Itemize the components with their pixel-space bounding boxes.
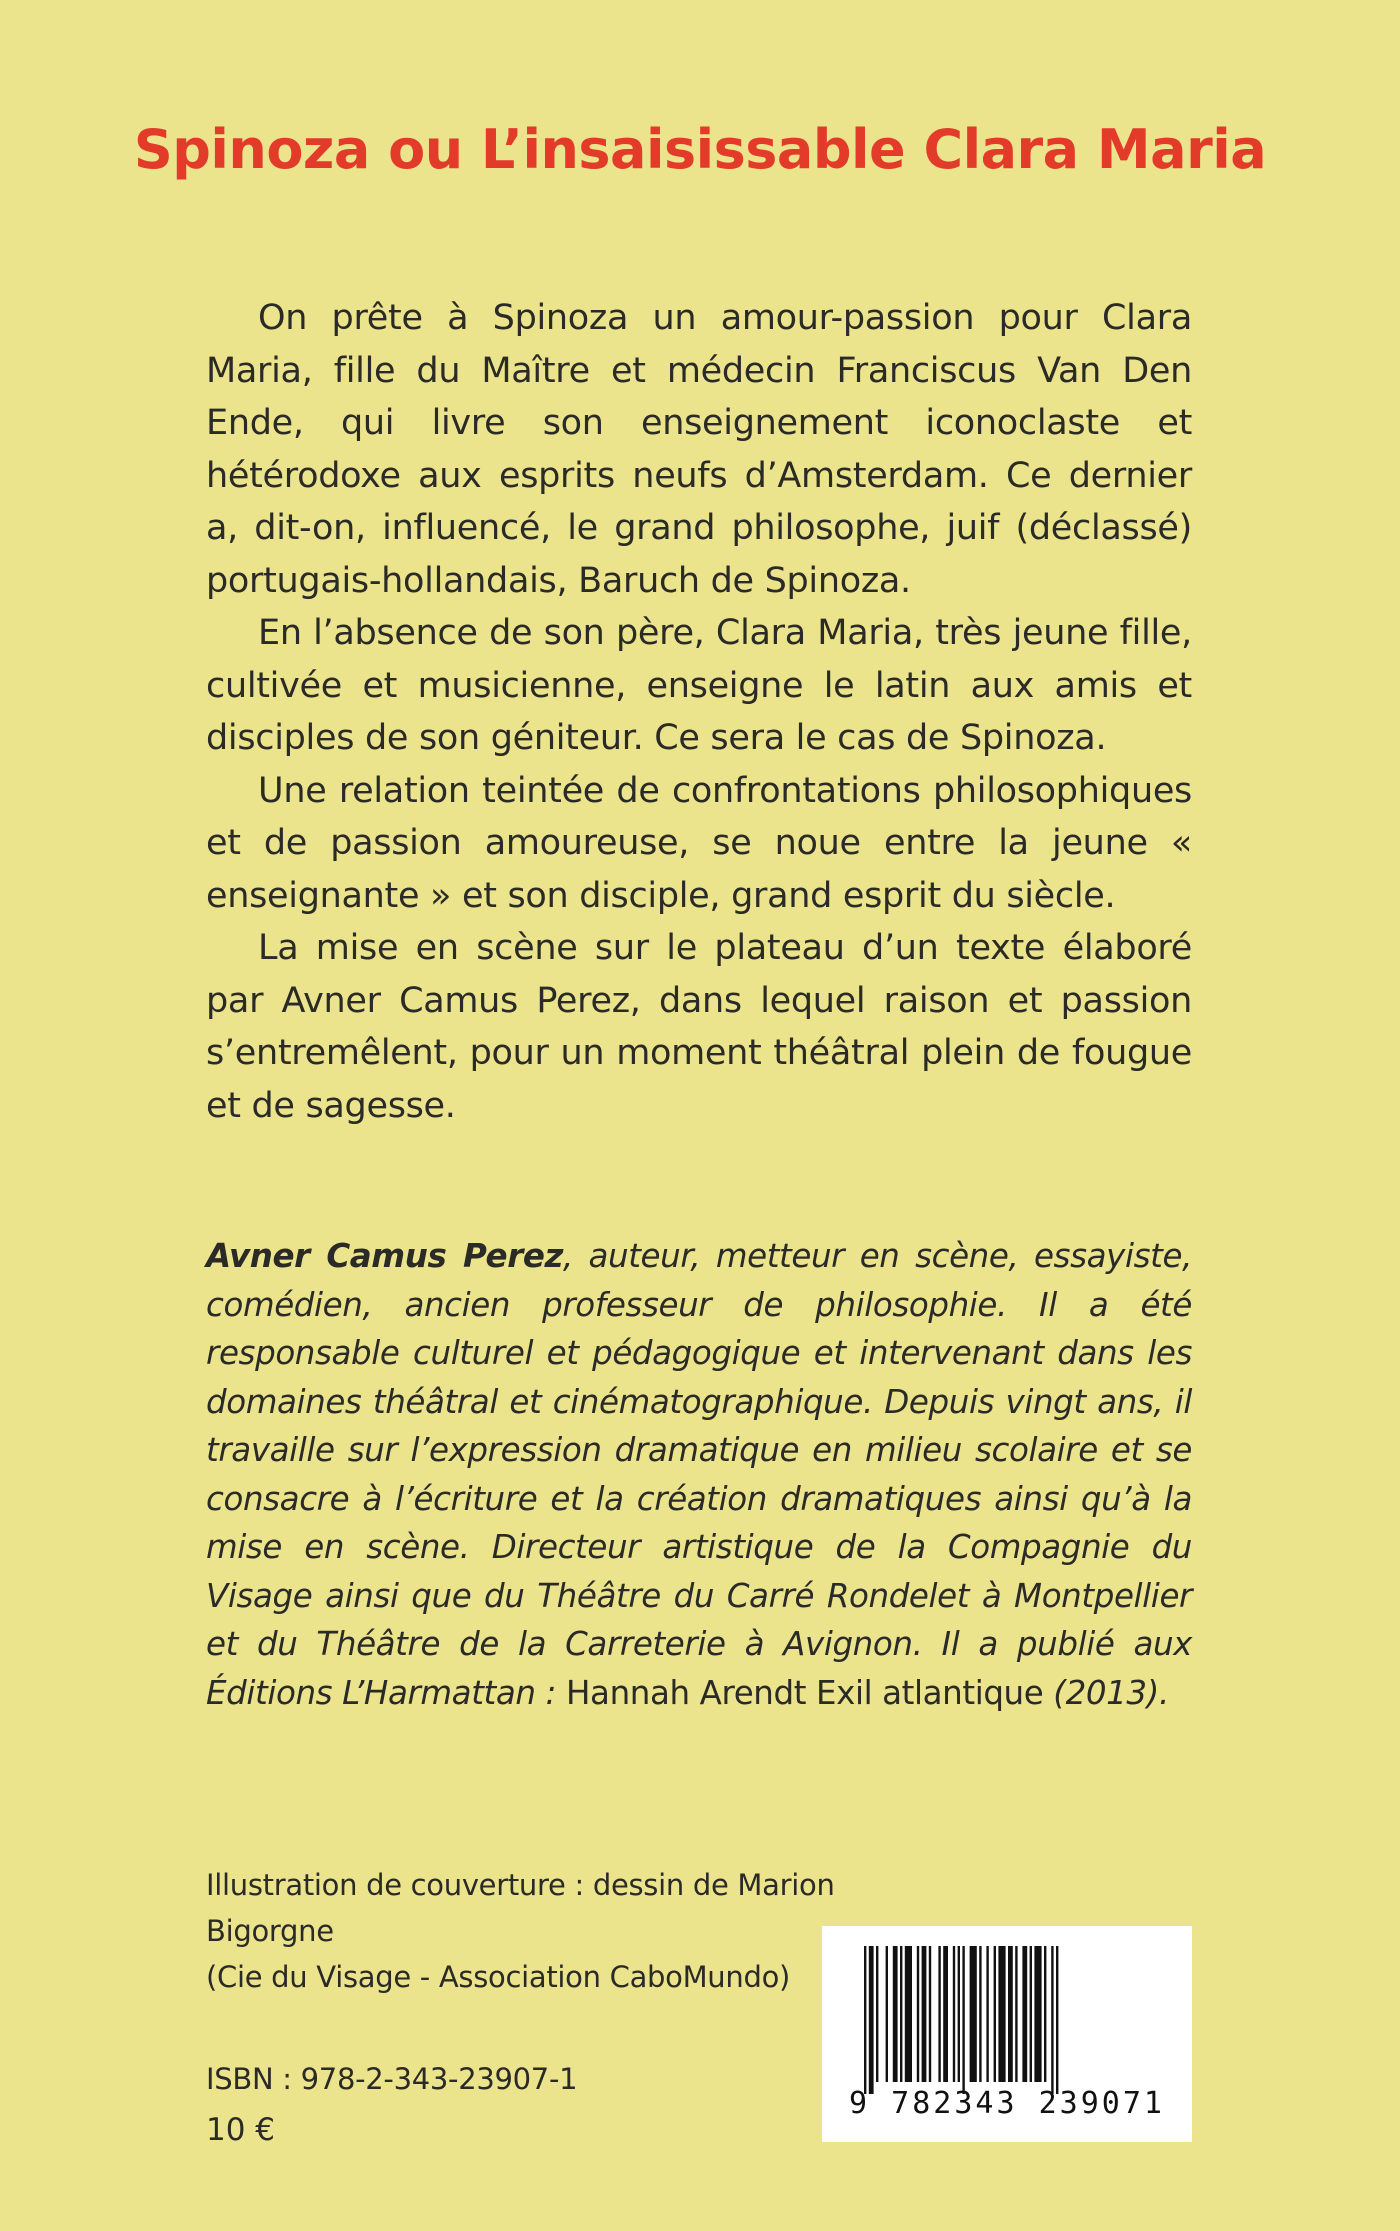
cover-credit-line-1: Illustration de couverture : dessin de Marion Bigorgne: [206, 1868, 835, 1948]
summary-paragraph-2: En l’absence de son père, Clara Maria, très jeune fille, cultivée et musicienne, enseigne le latin aux amis et disciples de son géniteur. Ce sera le cas de Spinoza.: [206, 613, 1192, 758]
barcode-bar: [979, 1946, 981, 2082]
barcode-bar: [1008, 1946, 1013, 2082]
barcode-bar: [938, 1946, 940, 2082]
barcode-bar: [905, 1946, 912, 2082]
barcode-bar: [998, 1946, 1005, 2082]
barcode-digits: 9 782343 239071: [849, 2086, 1165, 2121]
barcode-bar: [994, 1946, 996, 2082]
book-title: Spinoza ou L’insaisissable Clara Maria: [133, 118, 1267, 181]
barcode: [822, 1926, 1192, 2142]
isbn: ISBN : 978-2-343-23907-1: [206, 2062, 578, 2096]
barcode-bar: [1015, 1946, 1017, 2082]
barcode-bar: [1044, 1946, 1046, 2082]
barcode-bar: [886, 1946, 888, 2082]
barcode-bar: [958, 1946, 960, 2082]
barcode-bar: [922, 1946, 927, 2082]
author-name: Avner Camus Perez: [206, 1237, 563, 1275]
summary-paragraph-1: On prête à Spinoza un amour-passion pour Clara Maria, fille du Maître et médecin Franciscus Van Den Ende, qui livre son enseignement iconoclaste et hétérodoxe aux esprits neufs d’Amsterdam. Ce dernier a, dit-on, influencé, le grand philosophe, juif (déclassé) portugais-hollandais, Baruch de Spinoza.: [206, 298, 1192, 601]
summary-paragraph-3: Une relation teintée de confrontations philosophiques et de passion amoureuse, se noue entre la jeune « enseignante » et son disciple, grand esprit du siècle.: [206, 770, 1192, 916]
barcode-bar: [1034, 1946, 1041, 2082]
barcode-bar: [953, 1946, 955, 2082]
barcode-bar: [900, 1946, 902, 2082]
barcode-bar: [970, 1946, 977, 2082]
barcode-bar: [864, 1946, 866, 2094]
summary-paragraph-4: La mise en scène sur le plateau d’un texte élaboré par Avner Camus Perez, dans lequel raison et passion s’entremêlent, pour un moment théâtral plein de fougue et de sagesse.: [206, 928, 1192, 1126]
author-biography: [206, 1232, 1192, 1717]
author-bio-text: , auteur, metteur en scène, essayiste, comédien, ancien professeur de philosophie. Il a été responsable culturel et pédagogique et intervenant dans les domaines théâtral et cinématographique. Depuis vingt ans, il travaille sur l’expression dramatique en milieu scolaire et se consacre à l’écriture et la création dramatiques ainsi qu’à la mise en scène. Directeur artistique de la Compagnie du Visage ainsi que du Théâtre du Carré Rondelet à Montpellier et du Théâtre de la Carreterie à Avignon. Il a publié aux Éditions L’Harmattan :: [206, 1237, 1193, 1712]
book-summary: [206, 292, 1192, 1132]
published-book-year: (2013).: [1043, 1673, 1169, 1712]
barcode-bar: [1056, 1946, 1058, 2094]
barcode-bar: [869, 1946, 874, 2094]
price: 10 €: [206, 2112, 276, 2148]
barcode-bar: [1022, 1946, 1027, 2082]
barcode-bar: [929, 1946, 931, 2082]
barcode-bar: [917, 1946, 919, 2082]
barcode-bar: [876, 1946, 878, 2082]
barcode-bar: [962, 1946, 964, 2094]
published-book-title: Hannah Arendt Exil atlantique: [566, 1673, 1044, 1712]
barcode-bar: [986, 1946, 988, 2082]
barcode-bar: [893, 1946, 898, 2082]
barcode-bar: [1030, 1946, 1032, 2082]
cover-credit-line-2: (Cie du Visage - Association CaboMundo): [206, 1960, 791, 1994]
barcode-bar: [943, 1946, 948, 2082]
barcode-bar: [1051, 1946, 1053, 2094]
cover-credits: [206, 1862, 906, 2000]
